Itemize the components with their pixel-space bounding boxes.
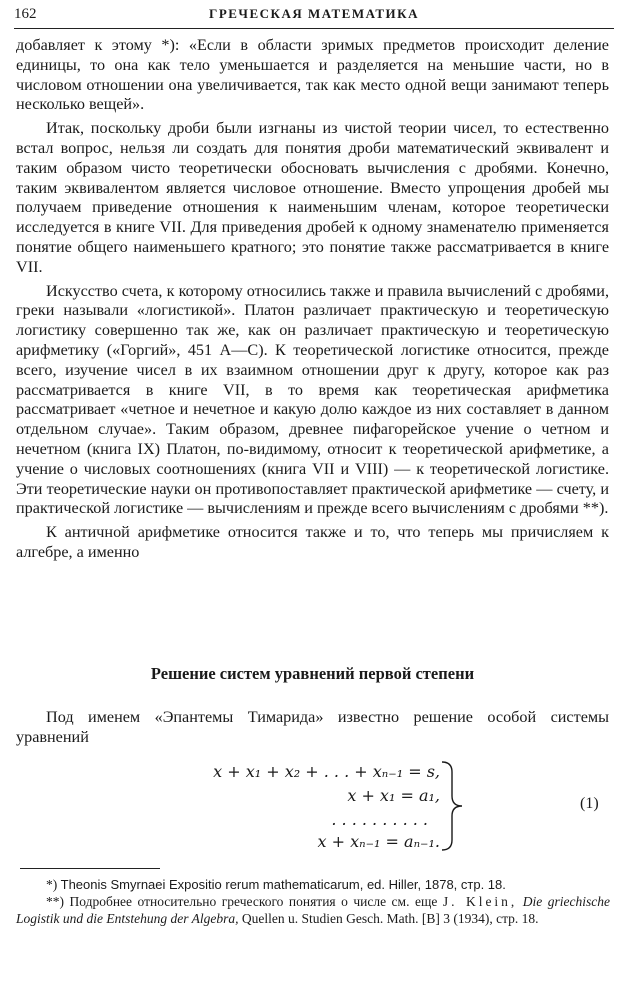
equation-2: x + x₁ = a₁, — [347, 786, 440, 805]
footnote-2-title: Die griechische Logistik und die Entstehung der Algebra, — [16, 894, 610, 926]
footnote-1 — [16, 876, 610, 893]
equation-n-rhs: aₙ₋₁. — [404, 832, 440, 851]
equation-1-rhs: s, — [426, 762, 440, 781]
footnotes — [16, 876, 610, 927]
section-intro — [16, 707, 609, 747]
footnote-1-mark: *) — [46, 877, 58, 892]
running-title: ГРЕЧЕСКАЯ МАТЕМАТИКА — [209, 6, 419, 21]
equation-n-lhs: x + xₙ₋₁ — [317, 832, 381, 851]
intro-paragraph: Под именем «Эпантемы Тимарида» известно решение особой системы уравнений — [16, 708, 609, 746]
equation-1: x + x₁ + x₂ + . . . + xₙ₋₁ = s, — [213, 762, 440, 781]
footnote-2-mark: **) — [46, 894, 64, 909]
page-header — [14, 6, 614, 29]
footnote-1-text: Theonis Smyrnaei Expositio rerum mathematicarum, ed. Hiller, 1878, стр. 18. — [60, 877, 506, 892]
footnote-2-text-b: Quellen u. Studien Gesch. Math. [B] 3 (1934), стр. 18. — [241, 911, 539, 926]
equation-dots — [331, 810, 428, 829]
equation-n: x + xₙ₋₁ = aₙ₋₁. — [317, 832, 440, 851]
main-text — [16, 36, 609, 563]
footnote-2-author: J. Klein, — [442, 894, 518, 909]
footnote-2-text-a: Подробнее относительно греческого понятия о числе см. еще — [69, 894, 438, 909]
equation-2-rhs: a₁, — [418, 786, 440, 805]
right-brace-icon — [440, 760, 468, 852]
paragraph-4: К античной арифметике относится также и то, что теперь мы причисляем к алгебре, а именно — [16, 523, 609, 561]
footnote-2 — [16, 893, 610, 927]
paragraph-2: Итак, поскольку дроби были изгнаны из чистой теории чисел, то естественно встал вопрос, нельзя ли создать для понятия дроби математический эквивалент и таким образом чисто теоретически обосновать вычисления с дробями. Конечно, таким эквивалентом является числовое отношение. Вместо упрощения дробей мы получаем приведение отношения к наименьшим членам, которое теоретически исследуется в книге VII. Для приведения дробей к одному знаменателю применяется понятие общего наименьшего кратного; это понятие также рассматривается в книге VII. — [16, 119, 609, 276]
paragraph-3: Искусство счета, к которому относились также и правила вычислений с дробями, греки называли «логистикой». Платон различает практическую и теоретическую логистику совершенно так же, как он различает практическую и теоретическую арифметику («Горгий», 451 A—C). К теоретической логистике относится, прежде всего, изучение чисел в их взаимном отношении друг к другу, которое как раз рассматривается в книге VII, в то время как теоретическая арифметика рассматривает «четное и нечетное и какую долю каждое из них составляет в данном отдельном случае». Таким образом, древнее пифагорейское учение о четном и нечетном (книга IX) Платон, по-видимому, относит к теоретической арифметике, а учение о числовых соотношениях (книга VII и VIII) — к теоретической логистике. Эти теоретические науки он противопоставляет практической арифметике — счету, и практической логистике — вычислениям и прежде всего вычислениям с дробями **). — [16, 281, 609, 518]
section-heading: Решение систем уравнений первой степени — [150, 664, 475, 683]
equation-1-lhs: x + x₁ + x₂ + . . . + xₙ₋₁ — [213, 762, 404, 781]
footnote-divider — [20, 868, 160, 869]
equation-2-lhs: x + x₁ — [347, 786, 396, 805]
equation-dots-text: . . . . . . . . . . — [331, 810, 428, 829]
paragraph-1: добавляет к этому *): «Если в области зримых предметов происходит деление единицы, то она как тело уменьшается и разделяется на меньшие части, но в числовом отношении она увеличивается, так как место одной вещи занимают теперь несколько вещей». — [16, 36, 609, 114]
equation-number: (1) — [580, 795, 599, 812]
page-number: 162 — [14, 6, 37, 22]
